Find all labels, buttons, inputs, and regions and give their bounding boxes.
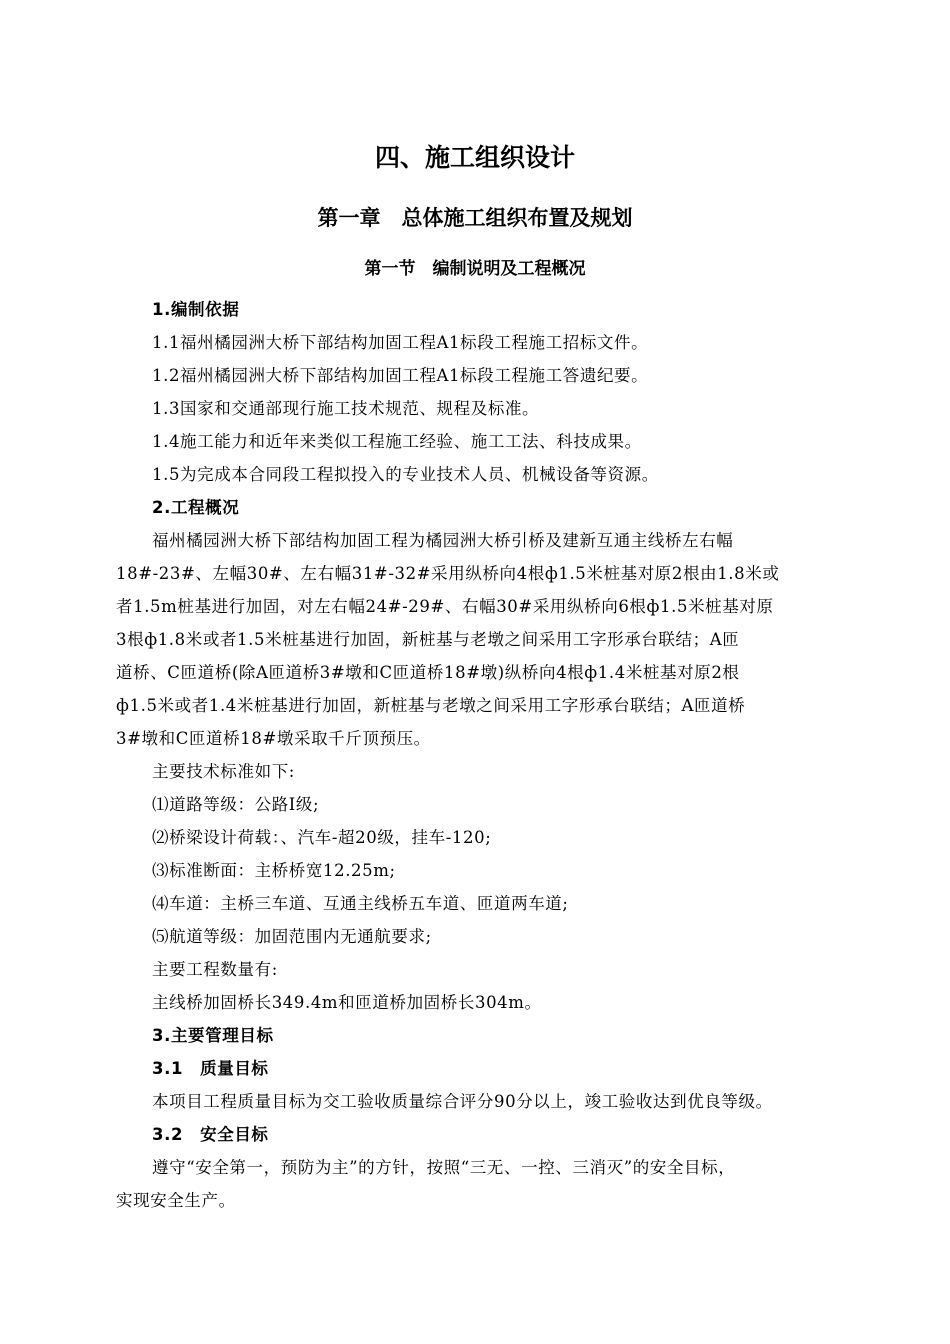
quantity-text: 主线桥加固桥长349.4m和匝道桥加固桥长304m。: [152, 993, 542, 1012]
overview-paragraph-line: 道桥、C匝道桥(除A匝道桥3#墩和C匝道桥18#墩)纵桥向4根ф1.4米桩基对原2根: [116, 663, 740, 682]
standard-item: ⑴道路等级：公路Ⅰ级;: [152, 795, 320, 814]
chapter-title: 第一章 总体施工组织布置及规划: [317, 206, 633, 230]
overview-paragraph-line: 福州橘园洲大桥下部结构加固工程为橘园洲大桥引桥及建新互通主线桥左右幅: [152, 531, 734, 550]
overview-paragraph-line: 3#墩和C匝道桥18#墩采取千斤顶预压。: [116, 729, 431, 748]
heading-basis: 1.编制依据: [152, 300, 240, 319]
standard-item: ⑵桥梁设计荷载：、汽车-超20级，挂车-120;: [152, 828, 492, 847]
overview-paragraph-line: 3根ф1.8米或者1.5米桩基进行加固，新桩基与老墩之间采用工字形承台联结；A匝: [116, 630, 740, 649]
heading-quality: 3.1 质量目标: [152, 1059, 269, 1078]
quantity-intro: 主要工程数量有:: [152, 960, 278, 979]
basis-item: 1.1福州橘园洲大桥下部结构加固工程A1标段工程施工招标文件。: [152, 333, 649, 352]
heading-overview: 2.工程概况: [152, 498, 240, 517]
standards-intro: 主要技术标准如下:: [152, 762, 295, 781]
quality-text: 本项目工程质量目标为交工验收质量综合评分90分以上，竣工验收达到优良等级。: [152, 1092, 773, 1111]
document-title: 四、施工组织设计: [374, 143, 575, 172]
basis-item: 1.2福州橘园洲大桥下部结构加固工程A1标段工程施工答遗纪要。: [152, 366, 649, 385]
overview-paragraph-line: ф1.5米或者1.4米桩基进行加固，新桩基与老墩之间采用工字形承台联结；A匝道桥: [116, 696, 746, 715]
safety-text-line: 遵守“安全第一，预防为主”的方针，按照“三无、一控、三消灭”的安全目标，: [152, 1158, 736, 1177]
overview-paragraph-line: 者1.5m桩基进行加固，对左右幅24#-29#、右幅30#采用纵桥向6根ф1.5米桩基对原: [116, 597, 774, 616]
basis-item: 1.4施工能力和近年来类似工程施工经验、施工工法、科技成果。: [152, 432, 642, 451]
overview-paragraph-line: 18#-23#、左幅30#、左右幅31#-32#采用纵桥向4根ф1.5米桩基对原2根由1.8米或: [116, 564, 780, 583]
standard-item: ⑷车道：主桥三车道、互通主线桥五车道、匝道两车道;: [152, 894, 569, 913]
basis-item: 1.3国家和交通部现行施工技术规范、规程及标准。: [152, 399, 540, 418]
heading-safety: 3.2 安全目标: [152, 1125, 269, 1144]
section-title: 第一节 编制说明及工程概况: [364, 259, 586, 279]
basis-item: 1.5为完成本合同段工程拟投入的专业技术人员、机械设备等资源。: [152, 465, 659, 484]
safety-text-line: 实现安全生产。: [116, 1191, 236, 1210]
heading-goals: 3.主要管理目标: [152, 1026, 274, 1045]
standard-item: ⑸航道等级：加固范围内无通航要求;: [152, 927, 432, 946]
standard-item: ⑶标准断面：主桥桥宽12.25m;: [152, 861, 396, 880]
